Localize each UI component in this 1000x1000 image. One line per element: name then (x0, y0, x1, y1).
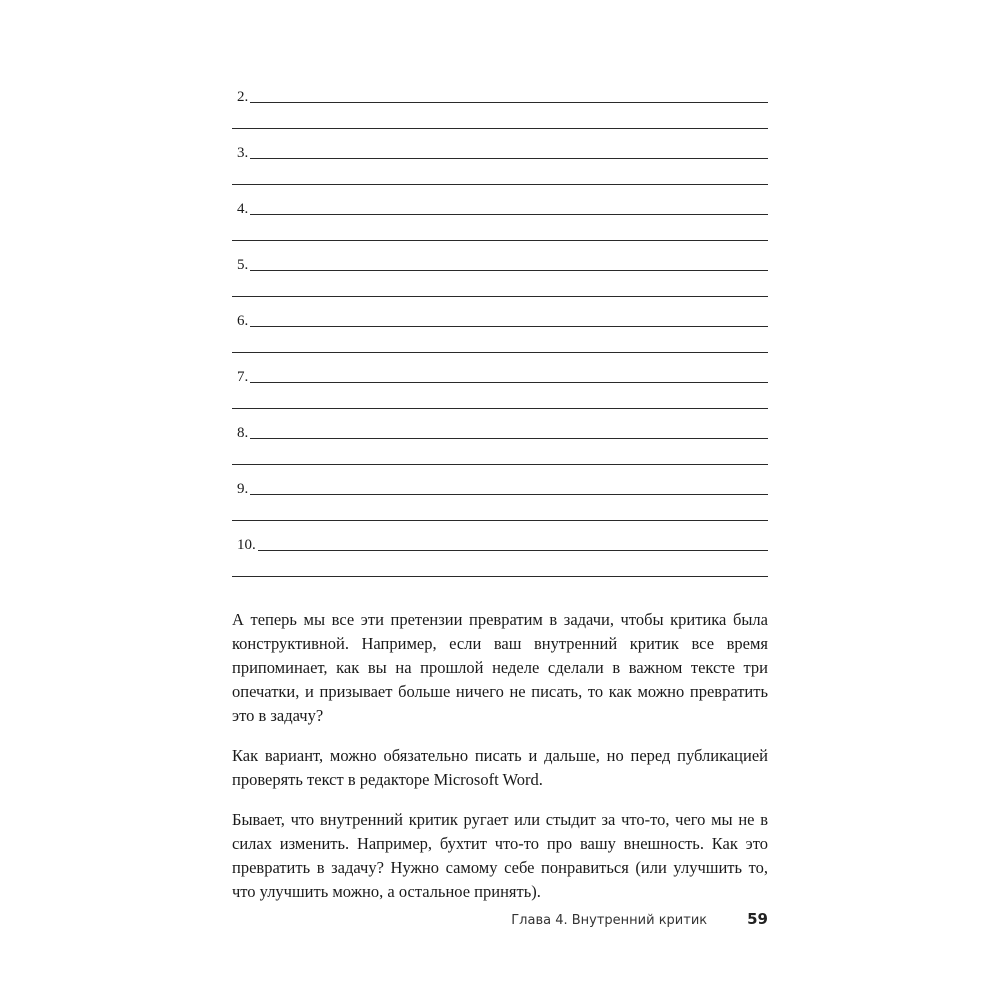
page-footer (232, 910, 768, 928)
answer-line (232, 520, 768, 521)
chapter-title: Глава 4. Внутренний критик (511, 913, 708, 928)
answer-line (232, 464, 768, 465)
item-number: 4. (237, 201, 249, 217)
item-number: 9. (237, 481, 249, 497)
worksheet-item (232, 416, 768, 472)
answer-line (258, 550, 768, 551)
answer-line (250, 158, 768, 159)
answer-line (250, 382, 768, 383)
item-number: 6. (237, 313, 249, 329)
item-number: 10. (237, 537, 256, 553)
item-number: 3. (237, 145, 249, 161)
answer-line (232, 352, 768, 353)
answer-line (232, 184, 768, 185)
worksheet-item (232, 192, 768, 248)
answer-line (250, 494, 768, 495)
worksheet-item (232, 248, 768, 304)
answer-line (250, 438, 768, 439)
worksheet-item (232, 80, 768, 136)
answer-line (232, 408, 768, 409)
worksheet-item (232, 136, 768, 192)
body-text (232, 608, 768, 920)
worksheet-item (232, 528, 768, 584)
answer-line (232, 128, 768, 129)
item-number: 8. (237, 425, 249, 441)
answer-line (250, 102, 768, 103)
worksheet-item (232, 304, 768, 360)
answer-line (250, 326, 768, 327)
paragraph: Бывает, что внутренний критик ругает или стыдит за что-то, чего мы не в силах изменить. Например, бухтит что-то про вашу внешность. Как это превратить в задачу? Нужно самому себе понравиться (или улучшить то, что улучшить можно, а остальное принять). (232, 810, 768, 901)
answer-line (232, 296, 768, 297)
paragraph: Как вариант, можно обязательно писать и дальше, но перед публикацией проверять текст в редакторе Microsoft Word. (232, 746, 768, 789)
item-number: 7. (237, 369, 249, 385)
worksheet-item (232, 360, 768, 416)
worksheet-item (232, 472, 768, 528)
answer-line (250, 214, 768, 215)
page-number: 59 (747, 910, 768, 928)
item-number: 2. (237, 89, 249, 105)
paragraph: А теперь мы все эти претензии превратим в задачи, чтобы критика была конструктивной. Например, если ваш внутренний критик все время припоминает, как вы на прошлой неделе сделали в важном тексте три опечатки, и призывает больше ничего не писать, то как можно превратить это в задачу? (232, 610, 768, 725)
answer-line (232, 240, 768, 241)
answer-line (250, 270, 768, 271)
worksheet-lines (232, 80, 768, 584)
answer-line (232, 576, 768, 577)
item-number: 5. (237, 257, 249, 273)
